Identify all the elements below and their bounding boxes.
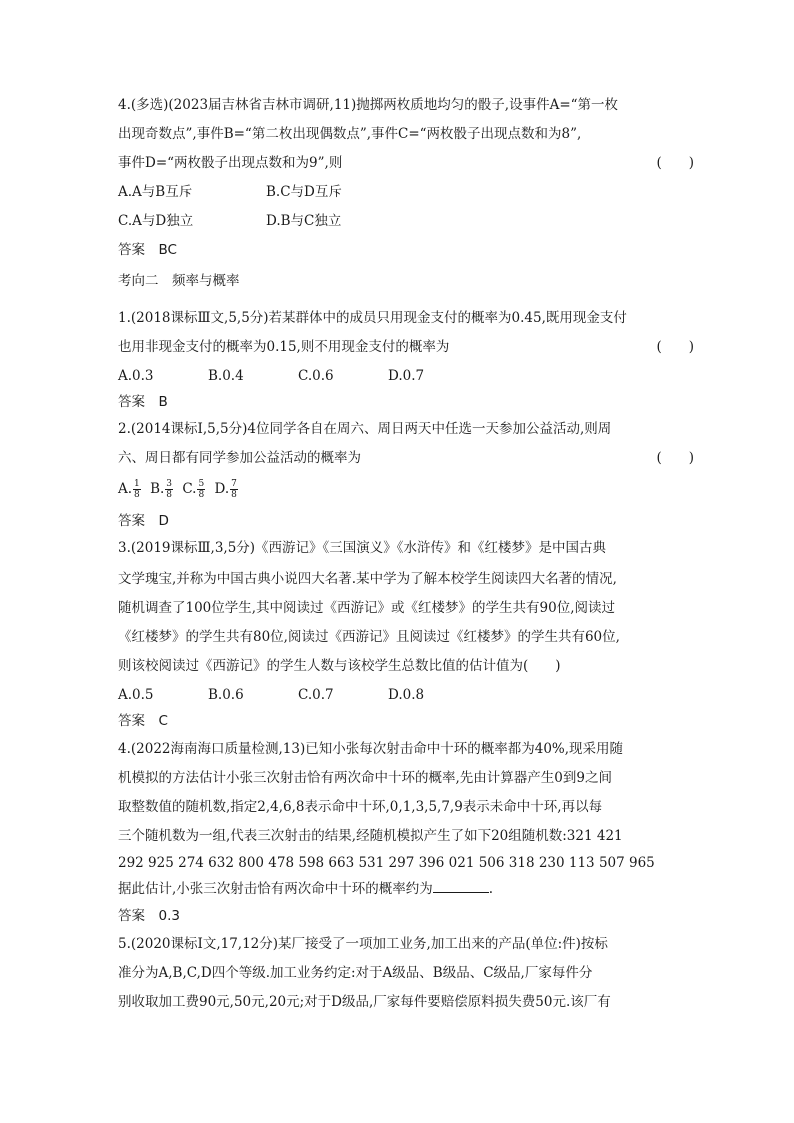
numerator: 3 <box>166 479 173 489</box>
fill-in-blank <box>433 878 489 893</box>
answer-line: 答案 D <box>118 513 169 529</box>
q4a-line-1: 4.(多选)(2023届吉林省吉林市调研,11)抛掷两枚质地均匀的骰子,设事件A=“第一枚 <box>118 97 619 113</box>
fraction <box>165 479 173 500</box>
q3-line-2: 文学瑰宝,并称为中国古典小说四大名著.某中学为了解本校学生阅读四大名著的情况, <box>118 571 617 587</box>
option-label: A. <box>118 481 133 497</box>
q4a-options-row-1 <box>118 181 694 203</box>
q4b-line-6-end: . <box>488 881 494 897</box>
option-d: D.0.7 <box>388 368 425 384</box>
option-label: D. <box>214 481 230 497</box>
q3-options <box>118 684 694 706</box>
answer-paren: ( ) <box>656 450 694 466</box>
q1-options <box>118 365 694 387</box>
q2-options <box>118 478 694 500</box>
option-label: B. <box>150 481 165 497</box>
section-title: 考向二 频率与概率 <box>118 273 240 289</box>
numerator: 7 <box>231 479 237 489</box>
q2-line-2-text: 六、周日都有同学参加公益活动的概率为 <box>118 450 361 466</box>
option-a <box>118 478 142 500</box>
denominator: 8 <box>198 490 205 500</box>
option-d: D.B与C独立 <box>266 213 342 229</box>
fraction <box>133 479 141 500</box>
q1-line-2-text: 也用非现金支付的概率为0.15,则不用现金支付的概率为 <box>118 339 450 355</box>
denominator: 8 <box>231 490 237 500</box>
q4b-random-numbers: 292 925 274 632 800 478 598 663 531 297 396 021 506 318 230 113 507 965 <box>118 855 655 871</box>
fraction <box>197 479 205 500</box>
answer-line: 答案 0.3 <box>118 908 180 924</box>
option-d: D.0.8 <box>388 687 425 703</box>
q4b-line-6 <box>118 878 694 900</box>
option-c: C.A与D独立 <box>118 213 194 229</box>
q1-line-1: 1.(2018课标Ⅲ文,5,5分)若某群体中的成员只用现金支付的概率为0.45,既用现金支付 <box>118 310 627 326</box>
q5-line-1: 5.(2020课标Ⅰ文,17,12分)某厂接受了一项加工业务,加工出来的产品(单位:件)按标 <box>118 936 608 952</box>
answer-paren: ( ) <box>656 339 694 355</box>
q3-line-5: 则该校阅读过《西游记》的学生人数与该校学生总数比值的估计值为( ) <box>118 658 561 674</box>
option-a: A.0.3 <box>118 368 154 384</box>
q4a-line-3 <box>118 152 694 174</box>
option-a: A.A与B互斥 <box>118 184 193 200</box>
q4b-line-2: 机模拟的方法估计小张三次射击恰有两次命中十环的概率,先由计算器产生0到9之间 <box>118 770 612 786</box>
denominator: 8 <box>134 490 140 500</box>
q4b-line-6-text: 据此估计,小张三次射击恰有两次命中十环的概率约为 <box>118 881 433 897</box>
answer-line: 答案 BC <box>118 242 177 258</box>
option-a: A.0.5 <box>118 687 154 703</box>
denominator: 8 <box>166 490 173 500</box>
q4a-line-3-text: 事件D=“两枚骰子出现点数和为9”,则 <box>118 155 343 171</box>
q2-line-2 <box>118 447 694 469</box>
q3-line-3: 随机调查了100位学生,其中阅读过《西游记》或《红楼梦》的学生共有90位,阅读过 <box>118 600 616 616</box>
q4a-options-row-2 <box>118 210 694 232</box>
q5-line-2: 准分为A,B,C,D四个等级.加工业务约定:对于A级品、B级品、C级品,厂家每件分 <box>118 965 593 981</box>
answer-line: 答案 B <box>118 394 168 410</box>
option-c <box>182 478 206 500</box>
q4a-line-2: 出现奇数点”,事件B=“第二枚出现偶数点”,事件C=“两枚骰子出现点数和为8”, <box>118 126 582 142</box>
option-b: B.0.4 <box>208 368 244 384</box>
q1-line-2 <box>118 336 694 358</box>
q2-line-1: 2.(2014课标Ⅰ,5,5分)4位同学各自在周六、周日两天中任选一天参加公益活动,则周 <box>118 421 612 437</box>
q3-line-1: 3.(2019课标Ⅲ,3,5分)《西游记》《三国演义》《水浒传》和《红楼梦》是中国古典 <box>118 540 607 556</box>
q4b-line-1: 4.(2022海南海口质量检测,13)已知小张每次射击命中十环的概率都为40%,现采用随 <box>118 741 624 757</box>
option-d <box>215 478 239 500</box>
numerator: 1 <box>134 479 140 489</box>
numerator: 5 <box>198 479 205 489</box>
option-b: B.C与D互斥 <box>266 184 342 200</box>
q4b-line-4: 三个随机数为一组,代表三次射击的结果,经随机模拟产生了如下20组随机数:321 421 <box>118 828 623 844</box>
q4b-line-3: 取整数值的随机数,指定2,4,6,8表示命中十环,0,1,3,5,7,9表示未命中十环,再以每 <box>118 799 603 815</box>
option-label: C. <box>182 481 197 497</box>
fraction <box>230 479 238 500</box>
option-c: C.0.7 <box>298 687 334 703</box>
q5-line-3: 别收取加工费90元,50元,20元;对于D级品,厂家每件要赔偿原料损失费50元.该厂有 <box>118 994 611 1010</box>
option-b <box>150 478 174 500</box>
option-b: B.0.6 <box>208 687 244 703</box>
q3-line-4: 《红楼梦》的学生共有80位,阅读过《西游记》且阅读过《红楼梦》的学生共有60位, <box>118 629 620 645</box>
answer-line: 答案 C <box>118 713 168 729</box>
option-c: C.0.6 <box>298 368 334 384</box>
answer-paren: ( ) <box>656 155 694 171</box>
